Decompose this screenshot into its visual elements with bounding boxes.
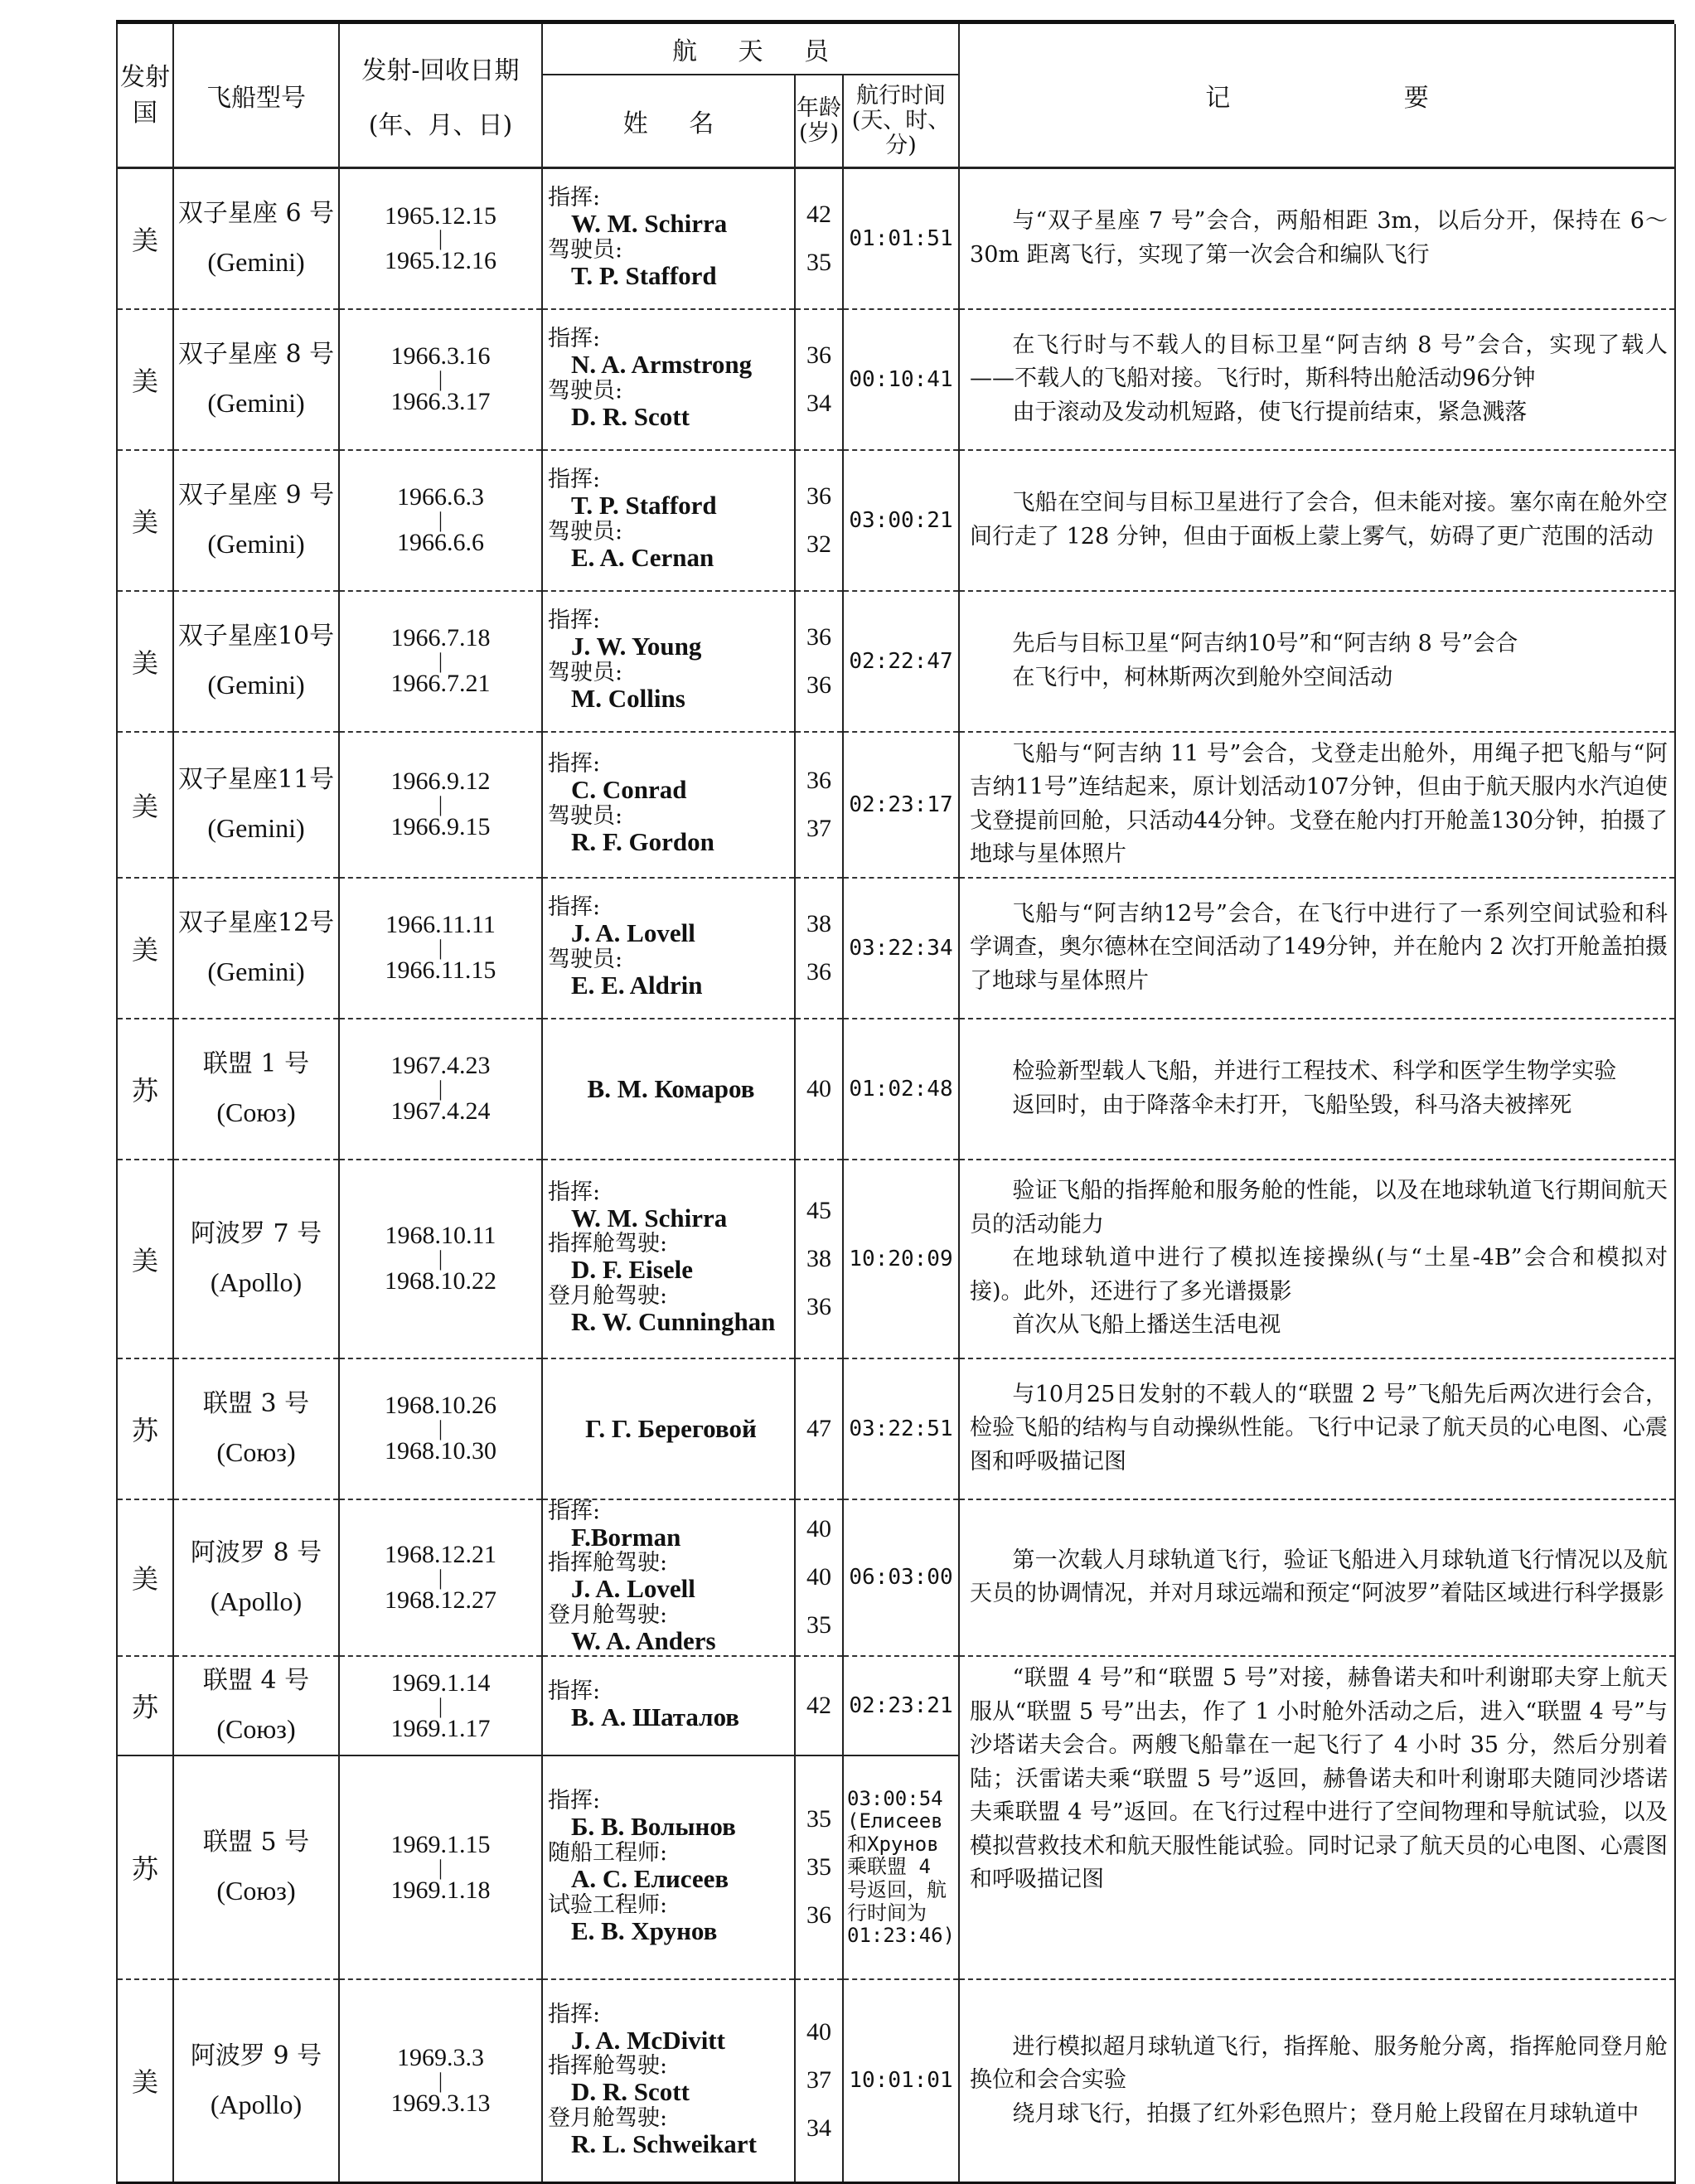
table-row: [117, 309, 1675, 450]
crew-role: 登月舱驾驶:: [548, 1282, 668, 1309]
launch-country: 美: [117, 1499, 173, 1657]
header-country: 发射国: [117, 24, 173, 168]
crew-role: 驾驶员:: [548, 802, 623, 829]
crew-ages: [795, 732, 843, 878]
launch-recover-dates: [339, 591, 542, 732]
crew-names: [542, 450, 795, 591]
date-separator: |: [438, 366, 443, 391]
ship-name-en: (Gemini): [207, 669, 305, 700]
table-row: [117, 1979, 1675, 2182]
launch-country: 苏: [117, 1019, 173, 1160]
launch-date: 1967.4.23: [390, 1052, 491, 1080]
launch-recover-dates: [339, 732, 542, 878]
date-separator: |: [438, 648, 443, 673]
crew-names: [542, 878, 795, 1019]
launch-country: 美: [117, 732, 173, 878]
crew-name: А. С. Елисеев: [571, 1863, 729, 1893]
table-row: [117, 878, 1675, 1019]
crew-name: T. P. Stafford: [571, 260, 717, 290]
crew-role: 指挥:: [548, 466, 601, 492]
date-separator: |: [438, 226, 443, 251]
recover-date: 1969.3.13: [390, 2090, 491, 2118]
launch-country: 苏: [117, 1656, 173, 1755]
crew-role: 指挥舱驾驶:: [548, 1550, 668, 1576]
ship-model: [173, 1019, 339, 1160]
crew-role: 指挥:: [548, 607, 601, 633]
flight-time: 01:01:51: [843, 168, 959, 309]
crew-age: 40: [806, 1563, 831, 1591]
launch-date: 1966.7.18: [390, 624, 491, 652]
table-row: [117, 1358, 1675, 1499]
launch-date: 1966.6.3: [397, 483, 484, 511]
remarks: [959, 878, 1675, 1019]
flight-time: 02:23:17: [843, 732, 959, 878]
ship-model: [173, 168, 339, 309]
flight-table: [116, 24, 1676, 2184]
crew-ages: [795, 1979, 843, 2182]
remark-paragraph: 返回时，由于降落伞未打开，飞船坠毁，科马洛夫被摔死: [1012, 1092, 1572, 1118]
date-separator: |: [438, 1416, 443, 1441]
header-crew-group: 航 天 员: [542, 24, 959, 75]
crew-name: J. A. McDivitt: [571, 2025, 725, 2055]
crew-names: [542, 591, 795, 732]
recover-date: 1967.4.24: [390, 1097, 491, 1126]
remark-paragraph: 在飞行中，柯林斯两次到舱外空间活动: [1012, 664, 1393, 690]
remarks: [959, 450, 1675, 591]
crew-age: 40: [806, 1074, 831, 1102]
ship-name-cn: 联盟 4 号: [202, 1666, 310, 1696]
date-separator: |: [438, 507, 443, 532]
crew-role: 登月舱驾驶:: [548, 2104, 668, 2131]
crew-names: [542, 309, 795, 450]
crew-ages: [795, 1499, 843, 1657]
crew-name: J. A. Lovell: [571, 1574, 695, 1604]
recover-date: 1966.9.15: [390, 813, 491, 841]
crew-role: 驾驶员:: [548, 377, 623, 404]
launch-date: 1968.12.21: [385, 1541, 496, 1569]
flight-time: 02:22:47: [843, 591, 959, 732]
ship-name-cn: 阿波罗 9 号: [190, 2041, 322, 2070]
crew-name: W. A. Anders: [571, 1625, 716, 1655]
crew-role: 驾驶员:: [548, 659, 623, 685]
ship-name-en: (Союз): [216, 1714, 296, 1745]
remark-paragraph: 验证飞船的指挥舱和服务舱的性能，以及在地球轨道飞行期间航天员的活动能力: [970, 1178, 1668, 1237]
crew-age: 35: [806, 248, 831, 276]
date-separator: |: [438, 2068, 443, 2093]
launch-recover-dates: [339, 1979, 542, 2182]
launch-country: 美: [117, 450, 173, 591]
ship-name-cn: 联盟 3 号: [202, 1388, 310, 1418]
ship-model: [173, 450, 339, 591]
remark-paragraph: 与“双子星座 7 号”会合，两船相距 3m，以后分开，保持在 6～30m 距离飞行，实现了第一次会合和编队飞行: [970, 208, 1668, 268]
crew-age: 35: [806, 1805, 831, 1833]
remark-paragraph: “联盟 4 号”和“联盟 5 号”对接，赫鲁诺夫和叶利谢耶夫穿上航天服从“联盟 5 号”出去，作了 1 小时舱外活动之后，进入“联盟 4 号”与沙塔诺夫会合。两艘飞船靠在一起飞行了 4 小时 35 分，然后分别着陆；沃雷诺夫乘“联盟 5 号”返回，赫鲁诺夫和叶利谢耶夫随同沙塔诺夫乘联盟 4 号”返回。在飞行过程中进行了空间物理和导航试验，以及模拟营救技术和航天服性能试验。同时记录了航天员的心电图、心震图和呼吸描记图: [970, 1665, 1668, 1893]
ship-name-en: (Союз): [216, 1097, 296, 1127]
crew-names: [542, 1755, 795, 1979]
recover-date: 1966.7.21: [390, 670, 491, 698]
launch-recover-dates: [339, 1499, 542, 1657]
crew-age: 36: [806, 957, 831, 985]
crew-age: 36: [806, 622, 831, 651]
crew-role: 指挥:: [548, 1498, 601, 1524]
crew-age: 38: [806, 909, 831, 937]
launch-date: 1966.11.11: [385, 911, 496, 939]
crew-age: 40: [806, 1515, 831, 1543]
crew-ages: [795, 1160, 843, 1358]
crew-name: T. P. Stafford: [571, 490, 717, 520]
ship-name-en: (Gemini): [207, 387, 305, 418]
document-sheet: [116, 20, 1674, 2184]
crew-name: D. F. Eisele: [571, 1255, 693, 1285]
remark-paragraph: 第一次载人月球轨道飞行，验证飞船进入月球轨道飞行情况以及航天员的协调情况，并对月球远端和预定“阿波罗”着陆区域进行科学摄影: [970, 1547, 1668, 1607]
flight-rows: [117, 168, 1675, 2183]
date-separator: |: [438, 1565, 443, 1590]
header-date: [339, 24, 542, 168]
crew-name: R. W. Cunninghan: [571, 1306, 776, 1336]
crew-name: Г. Г. Береговой: [585, 1413, 757, 1443]
date-separator: |: [438, 792, 443, 816]
crew-ages: [795, 450, 843, 591]
crew-role: 指挥:: [548, 2001, 601, 2027]
ship-model: [173, 1979, 339, 2182]
crew-age: 36: [806, 1292, 831, 1320]
crew-role: 指挥舱驾驶:: [548, 2053, 668, 2080]
date-separator: |: [438, 1076, 443, 1101]
flight-time: 03:00:54 (Елисеев和Хрунов 乘联盟 4 号返回，航行时间为01:23:46): [843, 1755, 959, 1979]
crew-name: W. M. Schirra: [571, 1203, 728, 1232]
flight-time: 02:23:21: [843, 1656, 959, 1755]
table-row: [117, 1160, 1675, 1358]
ship-name-en: (Gemini): [207, 246, 305, 277]
launch-recover-dates: [339, 450, 542, 591]
crew-age: 32: [806, 530, 831, 558]
crew-age: 42: [806, 1692, 831, 1720]
crew-name: F.Borman: [571, 1522, 681, 1552]
crew-age: 35: [806, 1853, 831, 1881]
header-age: 年龄(岁): [795, 75, 843, 168]
crew-role: 指挥:: [548, 750, 601, 777]
crew-age: 35: [806, 1611, 831, 1639]
ship-model: [173, 1358, 339, 1499]
flight-time: 03:00:21: [843, 450, 959, 591]
ship-name-cn: 阿波罗 7 号: [190, 1218, 322, 1248]
remarks: [959, 1656, 1675, 1979]
ship-name-en: (Gemini): [207, 812, 305, 843]
crew-role: 驾驶员:: [548, 946, 623, 972]
ship-name-cn: 双子星座 8 号: [177, 339, 335, 369]
remark-paragraph: 飞船与“阿吉纳12号”会合，在飞行中进行了一系列空间试验和科学调查，奥尔德林在空间活动了149分钟，并在舱内 2 次打开舱盖拍摄了地球与星体照片: [970, 900, 1668, 994]
recover-date: 1966.6.6: [397, 529, 484, 557]
crew-age: 36: [806, 671, 831, 699]
header-ship: 飞船型号: [173, 24, 339, 168]
top-rule: [116, 20, 1674, 24]
recover-date: 1966.3.17: [390, 388, 491, 416]
remark-paragraph: 与10月25日发射的不载人的“联盟 2 号”飞船先后两次进行会合，检验飞船的结构与自动操纵性能。飞行中记录了航天员的心电图、心震图和呼吸描记图: [970, 1381, 1668, 1475]
crew-name: J. W. Young: [571, 631, 702, 661]
crew-names: [542, 1979, 795, 2182]
table-row: [117, 168, 1675, 309]
table-row: [117, 450, 1675, 591]
remark-paragraph: 在飞行时与不载人的目标卫星“阿吉纳 8 号”会合，实现了载人——不载人的飞船对接。飞行时，斯科特出舱活动96分钟: [970, 332, 1668, 392]
remarks: [959, 1019, 1675, 1160]
launch-country: 美: [117, 1979, 173, 2182]
crew-name: В. М. Комаров: [587, 1073, 755, 1103]
remarks: [959, 732, 1675, 878]
crew-names: [542, 168, 795, 309]
ship-name-cn: 双子星座11号: [177, 764, 335, 794]
launch-recover-dates: [339, 1160, 542, 1358]
ship-name-cn: 联盟 1 号: [202, 1048, 310, 1078]
ship-name-cn: 联盟 5 号: [202, 1828, 310, 1857]
launch-date: 1968.10.11: [385, 1222, 496, 1250]
remarks: [959, 1979, 1675, 2182]
remark-paragraph: 在地球轨道中进行了模拟连接操纵(与“土星-4B”会合和模拟对接)。此外，还进行了多光谱摄影: [970, 1245, 1668, 1305]
recover-date: 1965.12.16: [385, 247, 496, 275]
launch-recover-dates: [339, 1656, 542, 1755]
crew-role: 指挥:: [548, 1179, 601, 1205]
ship-model: [173, 591, 339, 732]
crew-role: 试验工程师:: [548, 1891, 668, 1918]
header-date-unit: (年、月、日): [368, 111, 513, 140]
remarks: [959, 1499, 1675, 1657]
crew-role: 驾驶员:: [548, 518, 623, 545]
launch-country: 美: [117, 168, 173, 309]
launch-date: 1969.3.3: [397, 2044, 484, 2072]
crew-age: 34: [806, 2114, 831, 2143]
remark-paragraph: 飞船与“阿吉纳 11 号”会合，戈登走出舱外，用绳子把飞船与“阿吉纳11号”连结起来，原计划活动107分钟，但由于航天服内水汽迫使戈登提前回舱，只活动44分钟。戈登在舱内打开舱盖130分钟，拍摄了地球与星体照片: [970, 740, 1668, 867]
crew-age: 40: [806, 2018, 831, 2046]
crew-role: 指挥:: [548, 1678, 601, 1704]
flight-time: 10:01:01: [843, 1979, 959, 2182]
flight-time: 00:10:41: [843, 309, 959, 450]
date-separator: |: [438, 935, 443, 960]
crew-age: 36: [806, 766, 831, 794]
launch-date: 1969.1.14: [390, 1669, 491, 1697]
crew-name: Е. В. Хрунов: [571, 1915, 718, 1945]
flight-time: 10:20:09: [843, 1160, 959, 1358]
header-remarks: 记 要: [959, 24, 1675, 168]
ship-name-cn: 双子星座10号: [177, 621, 335, 651]
launch-date: 1965.12.15: [385, 201, 496, 230]
crew-name: R. L. Schweikart: [571, 2128, 757, 2158]
crew-name: D. R. Scott: [571, 2077, 690, 2107]
launch-date: 1966.9.12: [390, 768, 491, 796]
date-separator: |: [438, 1693, 443, 1718]
ship-name-en: (Союз): [216, 1876, 296, 1906]
remark-paragraph: 绕月球飞行，拍摄了红外彩色照片；登月舱上段留在月球轨道中: [1012, 2100, 1639, 2127]
crew-names: [542, 1656, 795, 1755]
table-row: [117, 1499, 1675, 1657]
ship-name-en: (Apollo): [210, 1266, 303, 1297]
crew-age: 36: [806, 341, 831, 369]
launch-recover-dates: [339, 1755, 542, 1979]
launch-country: 苏: [117, 1755, 173, 1979]
launch-date: 1969.1.15: [390, 1831, 491, 1859]
launch-recover-dates: [339, 878, 542, 1019]
launch-country: 美: [117, 591, 173, 732]
ship-name-en: (Союз): [216, 1436, 296, 1467]
launch-date: 1968.10.26: [385, 1392, 496, 1420]
remark-paragraph: 先后与目标卫星“阿吉纳10号”和“阿吉纳 8 号”会合: [1012, 631, 1518, 656]
crew-name: E. A. Cernan: [571, 542, 714, 572]
launch-date: 1966.3.16: [390, 342, 491, 370]
crew-name: J. A. Lovell: [571, 918, 695, 947]
crew-ages: [795, 1358, 843, 1499]
launch-country: 美: [117, 1160, 173, 1358]
flight-time: 06:03:00: [843, 1499, 959, 1657]
crew-name: R. F. Gordon: [571, 826, 714, 856]
ship-name-en: (Apollo): [210, 2089, 303, 2119]
remarks: [959, 591, 1675, 732]
recover-date: 1969.1.18: [390, 1876, 491, 1904]
table-row: [117, 732, 1675, 878]
ship-name-cn: 双子星座 6 号: [177, 198, 335, 228]
launch-country: 苏: [117, 1358, 173, 1499]
crew-ages: [795, 1755, 843, 1979]
crew-age: 34: [806, 389, 831, 417]
crew-age: 37: [806, 2066, 831, 2094]
crew-ages: [795, 878, 843, 1019]
crew-role: 驾驶员:: [548, 236, 623, 263]
crew-age: 36: [806, 1901, 831, 1930]
crew-role: 指挥:: [548, 185, 601, 211]
crew-age: 42: [806, 200, 831, 228]
launch-country: 美: [117, 878, 173, 1019]
crew-names: [542, 1358, 795, 1499]
ship-model: [173, 1755, 339, 1979]
crew-name: Б. В. Волынов: [571, 1812, 736, 1842]
ship-name-en: (Apollo): [210, 1586, 303, 1616]
table-row: [117, 1019, 1675, 1160]
recover-date: 1968.10.30: [385, 1437, 496, 1465]
crew-name: N. A. Armstrong: [571, 349, 753, 379]
date-separator: |: [438, 1855, 443, 1880]
crew-ages: [795, 1019, 843, 1160]
crew-name: E. E. Aldrin: [571, 970, 703, 1000]
crew-role: 指挥舱驾驶:: [548, 1231, 668, 1257]
crew-names: [542, 1019, 795, 1160]
crew-role: 指挥:: [548, 1788, 601, 1814]
header-name: 姓 名: [542, 75, 795, 168]
ship-model: [173, 309, 339, 450]
header-time: 航行时间(天、时、分): [843, 75, 959, 168]
remark-paragraph: 进行模拟超月球轨道飞行，指挥舱、服务舱分离，指挥舱同登月舱换位和会合实验: [970, 2033, 1668, 2094]
ship-name-cn: 阿波罗 8 号: [190, 1538, 322, 1567]
crew-name: C. Conrad: [571, 774, 687, 804]
recover-date: 1968.12.27: [385, 1586, 496, 1615]
remarks: [959, 168, 1675, 309]
remark-paragraph: 首次从飞船上播送生活电视: [1012, 1312, 1281, 1339]
crew-ages: [795, 1656, 843, 1755]
ship-name-cn: 双子星座 9 号: [177, 480, 335, 510]
ship-name-en: (Gemini): [207, 528, 305, 559]
launch-country: 美: [117, 309, 173, 450]
ship-model: [173, 1656, 339, 1755]
ship-model: [173, 732, 339, 878]
flight-time: 01:02:48: [843, 1019, 959, 1160]
header-date-title: 发射-回收日期: [361, 56, 520, 85]
crew-role: 登月舱驾驶:: [548, 1601, 668, 1628]
crew-names: [542, 732, 795, 878]
crew-name: M. Collins: [571, 683, 685, 713]
launch-recover-dates: [339, 309, 542, 450]
remarks: [959, 1160, 1675, 1358]
crew-ages: [795, 309, 843, 450]
crew-name: W. M. Schirra: [571, 209, 728, 239]
crew-ages: [795, 168, 843, 309]
crew-names: [542, 1160, 795, 1358]
recover-date: 1966.11.15: [385, 956, 496, 985]
ship-model: [173, 1499, 339, 1657]
ship-name-cn: 双子星座12号: [177, 908, 335, 937]
crew-role: 随船工程师:: [548, 1839, 668, 1866]
remarks: [959, 309, 1675, 450]
flight-time: 03:22:51: [843, 1358, 959, 1499]
crew-age: 38: [806, 1244, 831, 1272]
recover-date: 1968.10.22: [385, 1267, 496, 1295]
date-separator: |: [438, 1246, 443, 1271]
crew-age: 36: [806, 482, 831, 510]
flight-time: 03:22:34: [843, 878, 959, 1019]
crew-names: [542, 1499, 795, 1657]
remarks: [959, 1358, 1675, 1499]
ship-name-en: (Gemini): [207, 956, 305, 986]
crew-age: 47: [806, 1414, 831, 1442]
crew-role: 指挥:: [548, 325, 601, 351]
crew-name: В. А. Шаталов: [571, 1702, 740, 1731]
table-row: [117, 591, 1675, 732]
remark-paragraph: 由于滚动及发动机短路，使飞行提前结束，紧急溅落: [1012, 399, 1528, 425]
table-row: [117, 1656, 1675, 1755]
ship-model: [173, 878, 339, 1019]
crew-age: 37: [806, 814, 831, 842]
crew-role: 指挥:: [548, 893, 601, 920]
remark-paragraph: 检验新型载人飞船，并进行工程技术、科学和医学生物学实验: [1012, 1058, 1617, 1084]
launch-recover-dates: [339, 1019, 542, 1160]
launch-recover-dates: [339, 1358, 542, 1499]
launch-recover-dates: [339, 168, 542, 309]
recover-date: 1969.1.17: [390, 1715, 491, 1743]
crew-name: D. R. Scott: [571, 401, 690, 431]
crew-age: 45: [806, 1196, 831, 1224]
crew-ages: [795, 591, 843, 732]
remark-paragraph: 飞船在空间与目标卫星进行了会合，但未能对接。塞尔南在舱外空间行走了 128 分钟，但由于面板上蒙上雾气，妨碍了更广范围的活动: [970, 490, 1668, 550]
ship-model: [173, 1160, 339, 1358]
